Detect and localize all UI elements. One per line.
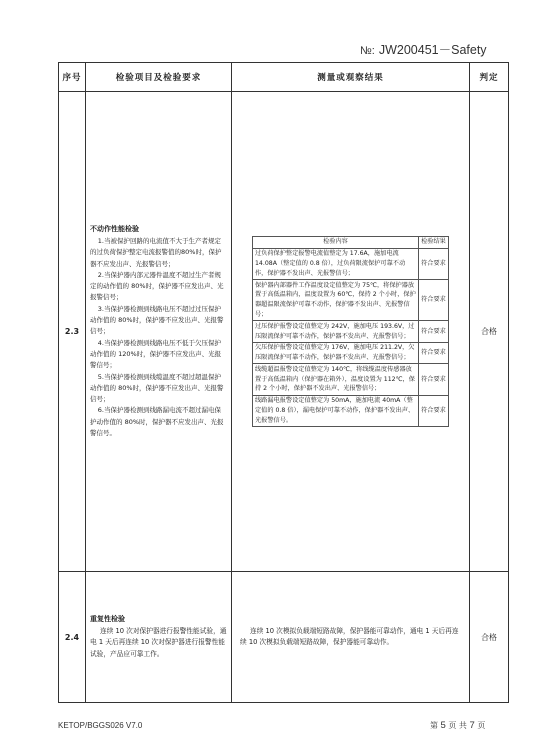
inner-row-content: 保护器内部器件工作温度设定值整定为 75℃，将保护器放置于高低温箱内，温度设置为 60℃，保持 2 个小时，保护器超温限流保护可靠不动作，保护器不发出声、光报警信号； <box>253 280 419 321</box>
document-number-value: JW200451－Safety <box>378 43 487 57</box>
page-current: 5 <box>440 720 446 731</box>
inner-row <box>253 280 449 321</box>
requirement-item: 3.当保护器检测到线路电压不超过过压保护动作值的 80%时，保护器不应发出声、光报警信号； <box>90 304 224 336</box>
row-2-4-verdict: 合格 <box>470 572 509 703</box>
inner-header-row <box>253 236 449 248</box>
requirement-item: 5.当保护器检测到线缆温度不超过超温保护动作值的 80%时，保护器不应发出声、光报警信号； <box>90 372 224 404</box>
inner-results-table <box>252 236 449 427</box>
table-row-2-3 <box>59 92 509 572</box>
inner-row-result: 符合要求 <box>419 248 449 279</box>
page-indicator <box>430 720 485 731</box>
document-number <box>360 40 487 58</box>
requirement-item: 连续 10 次对保护器进行报警性能试验，通电 1 天后再连续 10 次对保护器进行报警性能试验，产品应可靠工作。 <box>90 626 227 658</box>
row-2-3-verdict: 合格 <box>470 92 509 572</box>
row-2-4-result-text: 连续 10 次模拟负载端短路故障，保护器能可靠动作，通电 1 天后再连续 10 次模拟负载端短路故障，保护器能可靠动作。 <box>240 626 459 646</box>
page-total: 7 <box>469 720 475 731</box>
row-2-3-title: 不动作性能检验 <box>90 224 139 233</box>
document-number-label: №: <box>360 45 375 57</box>
column-header-seq: 序号 <box>59 63 86 92</box>
table-header-row <box>59 63 509 92</box>
inner-row-result: 符合要求 <box>419 280 449 321</box>
inner-row <box>253 395 449 426</box>
requirement-item: 6.当保护器检测到线路漏电流不超过漏电保护动作值的 80%时，保护器不应发出声、光报警信号。 <box>90 406 224 438</box>
inner-row-result: 符合要求 <box>419 395 449 426</box>
column-header-item: 检验项目及检验要求 <box>86 63 232 92</box>
inner-row-content: 过压保护报警设定值整定为 242V，施加电压 193.6V，过压限流保护可靠不动作，保护器不发出声、光报警信号； <box>253 321 419 343</box>
requirement-item: 2.当保护器内部元器件温度不超过生产者规定的动作值的 80%时，保护器不应发出声、光报警信号； <box>90 270 224 302</box>
requirement-item: 4.当保护器检测到线路电压不低于欠压保护动作值的 120%时，保护器不应发出声、光报警信号； <box>90 338 222 370</box>
inner-row <box>253 248 449 279</box>
table-row-2-4 <box>59 572 509 703</box>
row-2-4-requirements <box>86 572 232 703</box>
row-2-4-seq: 2.4 <box>59 572 86 703</box>
row-2-3-requirements <box>86 92 232 572</box>
column-header-result: 测量或观察结果 <box>232 63 470 92</box>
form-number: KETOP/BGGS026 V7.0 <box>58 721 143 730</box>
inner-row-content: 线缆超温报警设定值整定为 140℃，将线缆温度传感器放置于高低温箱内（保护器在箱外），温度设置为 112℃，保持 2 个小时，保护器不发出声、光报警信号； <box>253 364 419 395</box>
inner-header-content: 检验内容 <box>253 236 419 248</box>
row-2-4-title: 重复性检验 <box>90 615 125 623</box>
page-suffix: 页 <box>477 721 486 730</box>
row-2-4-result <box>232 572 470 703</box>
requirement-item: 1.当被保护回路的电流值不大于生产者规定的过负荷保护整定电流报警值的80%时，保护器不应发出声、光报警信号； <box>90 236 222 268</box>
row-2-3-seq: 2.3 <box>59 92 86 572</box>
inspection-table <box>58 62 509 703</box>
inner-row-content: 欠压保护报警设定值整定为 176V，施加电压 211.2V，欠压限流保护可靠不动作，保护器不发出声、光报警信号； <box>253 342 419 364</box>
inner-row <box>253 364 449 395</box>
inner-row-content: 线路漏电报警设定值整定为 50mA，施加电流 40mA（整定值的 0.8 倍），漏电保护可靠不动作，保护器不发出声、光报警信号。 <box>253 395 419 426</box>
inner-row-result: 符合要求 <box>419 342 449 364</box>
column-header-verdict: 判定 <box>470 63 509 92</box>
inner-header-result: 检验结果 <box>419 236 449 248</box>
page-prefix: 第 <box>430 721 438 730</box>
inner-row-result: 符合要求 <box>419 321 449 343</box>
inner-row-content: 过负荷保护整定报警电流值整定为 17.6A，施加电流 14.08A（整定值的 0.8 倍），过负荷限流保护可靠不动作，保护器不发出声、光报警信号； <box>253 248 419 279</box>
row-2-3-results <box>232 92 470 572</box>
page-mid: 页 共 <box>448 721 467 730</box>
inner-row-result: 符合要求 <box>419 364 449 395</box>
inner-row <box>253 321 449 343</box>
inner-row <box>253 342 449 364</box>
